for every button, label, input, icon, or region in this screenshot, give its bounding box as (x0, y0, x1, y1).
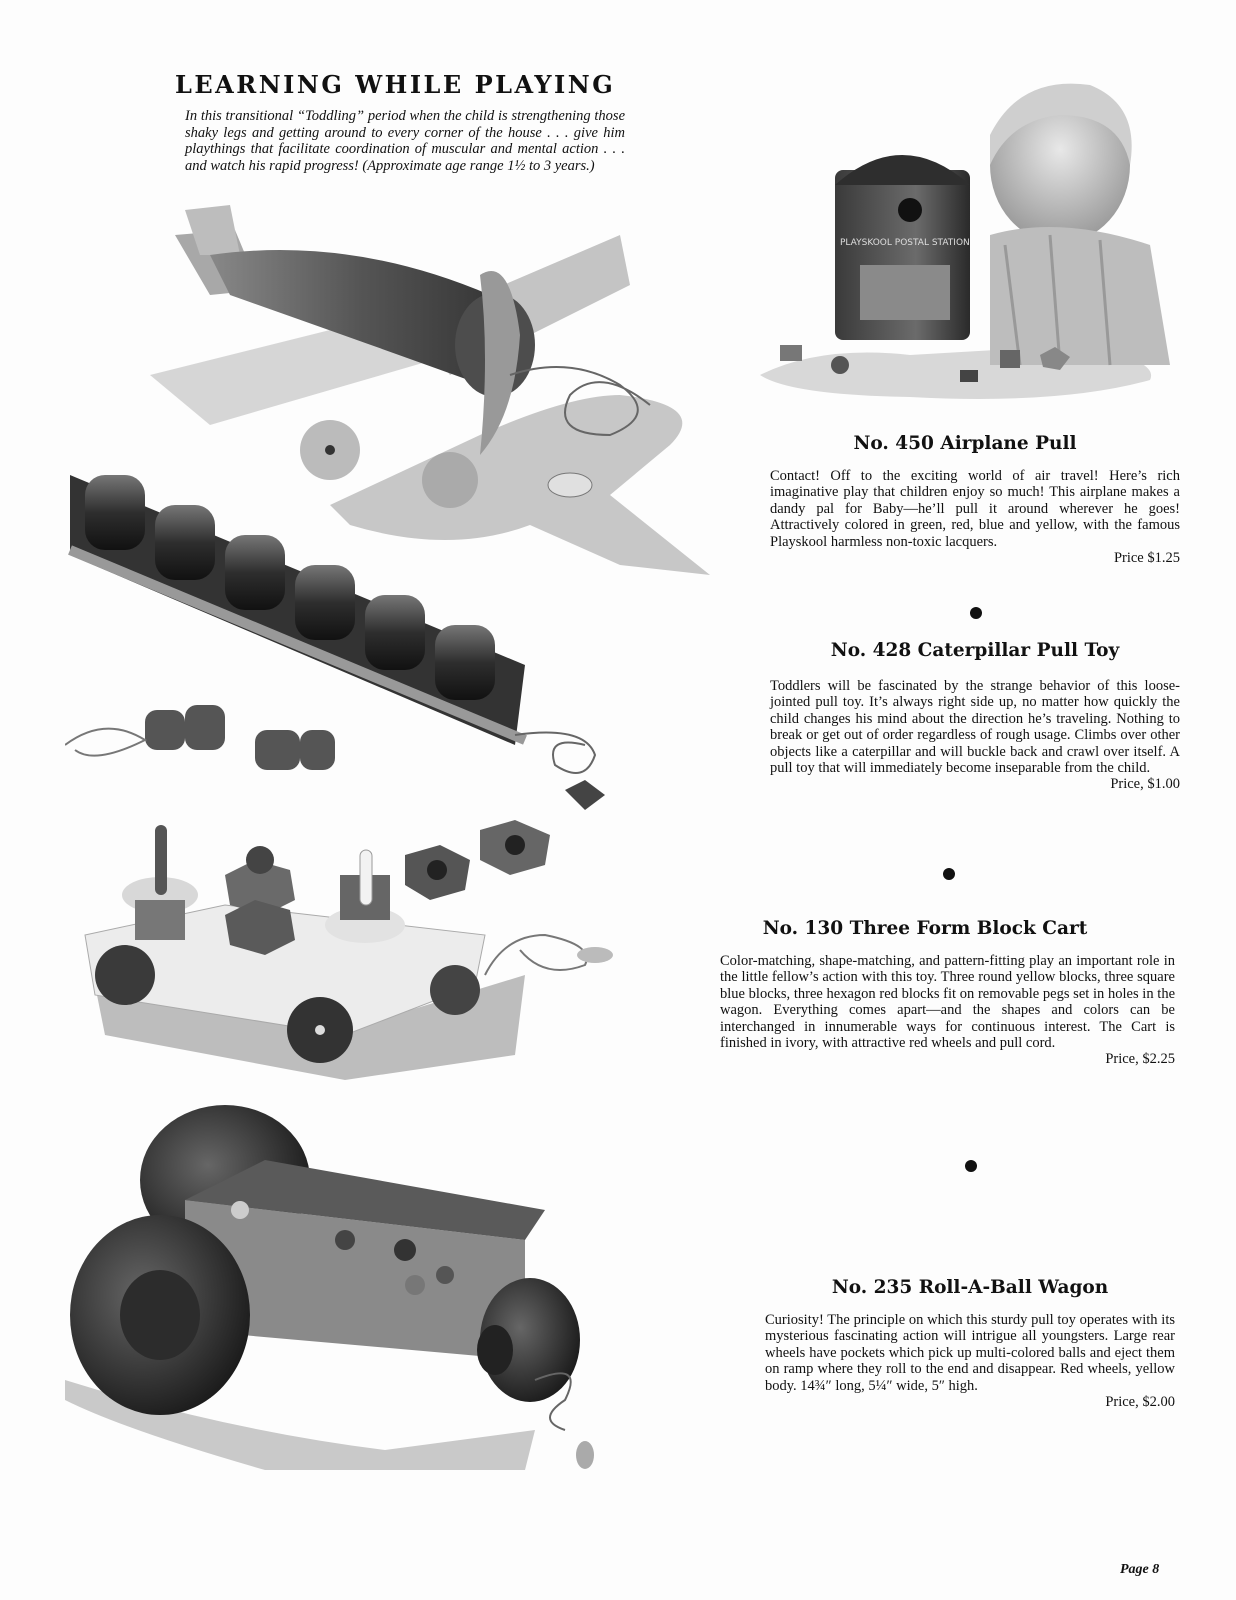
caterpillar-pull-toy-photo (65, 455, 605, 815)
product-desc-caterpillar-pull-toy (770, 678, 1180, 793)
separator-bullet (965, 1160, 977, 1172)
three-form-block-cart-photo (75, 815, 635, 1080)
product-price: Price $1.25 (1113, 550, 1180, 567)
product-desc-text: Curiosity! The principle on which this sturdy pull toy operates with its mysterious fascinating action will intrigue all youngsters. Large rear wheels have pockets which pick up multi-colored balls and eject them on ramp where they roll to the end and disappear. Red wheels, yellow body. 14¾″ long, 5¼″ wide, 5″ high. (765, 1312, 1175, 1394)
roll-a-ball-wagon-photo (65, 1100, 605, 1480)
product-title-three-form-block-cart: No. 130 Three Form Block Cart (762, 918, 1088, 939)
separator-bullet (943, 868, 955, 880)
mailbox-label (840, 238, 970, 248)
svg-text:PLAYSKOOL POSTAL STATION: PLAYSKOOL POSTAL STATION (840, 238, 970, 248)
intro-paragraph: In this transitional “Toddling” period when the child is strengthening those shaky legs and getting around to every corner of the house . . . give him playthings that facilitate coordination of muscular and mental action . . . and watch his rapid progress! (Approximate age range 1½ to 3 years.) (185, 108, 625, 174)
product-desc-text: Contact! Off to the exciting world of air travel! Here’s rich imaginative play that children enjoy so much! This airplane makes a dandy pal for Baby—he’ll pull it around wherever he goes! Attractively colored in green, red, blue and yellow, with the famous Playskool harmless non-toxic lacquers. (770, 468, 1180, 550)
product-price: Price, $1.00 (1110, 776, 1180, 793)
page-number: Page 8 (1120, 1562, 1160, 1577)
product-desc-three-form-block-cart (720, 953, 1175, 1068)
product-price: Price, $2.25 (1105, 1051, 1175, 1068)
product-title-roll-a-ball-wagon: No. 235 Roll-A-Ball Wagon (831, 1277, 1109, 1298)
product-title-airplane-pull: No. 450 Airplane Pull (853, 433, 1077, 454)
product-desc-text: Toddlers will be fascinated by the strange behavior of this loose-jointed pull toy. It’s always right side up, no matter how quickly the child changes his mind about the direction he’s traveling. Nothing to break or get out of order regardless of rough usage. Climbs over other objects like a caterpillar and will buckle back and crawl over itself. A pull toy that will immediately become inseparable from the child. (770, 678, 1180, 777)
product-desc-roll-a-ball-wagon (765, 1312, 1175, 1410)
page-headline: LEARNING WHILE PLAYING (175, 70, 616, 99)
product-desc-text: Color-matching, shape-matching, and pattern-fitting play an important role in the little fellow’s action with this toy. Three round yellow blocks, three square blue blocks, three hexagon red blocks fit on removable pegs set in holes in the wagon. Everything comes apart—and the shapes and colors can be interchanged in innumerable ways for continuous interest. The Cart is finished in ivory, with attractive red wheels and pull cord. (720, 953, 1175, 1052)
product-title-caterpillar-pull-toy: No. 428 Caterpillar Pull Toy (830, 640, 1120, 661)
product-desc-airplane-pull (770, 468, 1180, 566)
separator-bullet (970, 607, 982, 619)
product-price: Price, $2.00 (1105, 1394, 1175, 1411)
child-mailbox-photo (760, 75, 1180, 405)
